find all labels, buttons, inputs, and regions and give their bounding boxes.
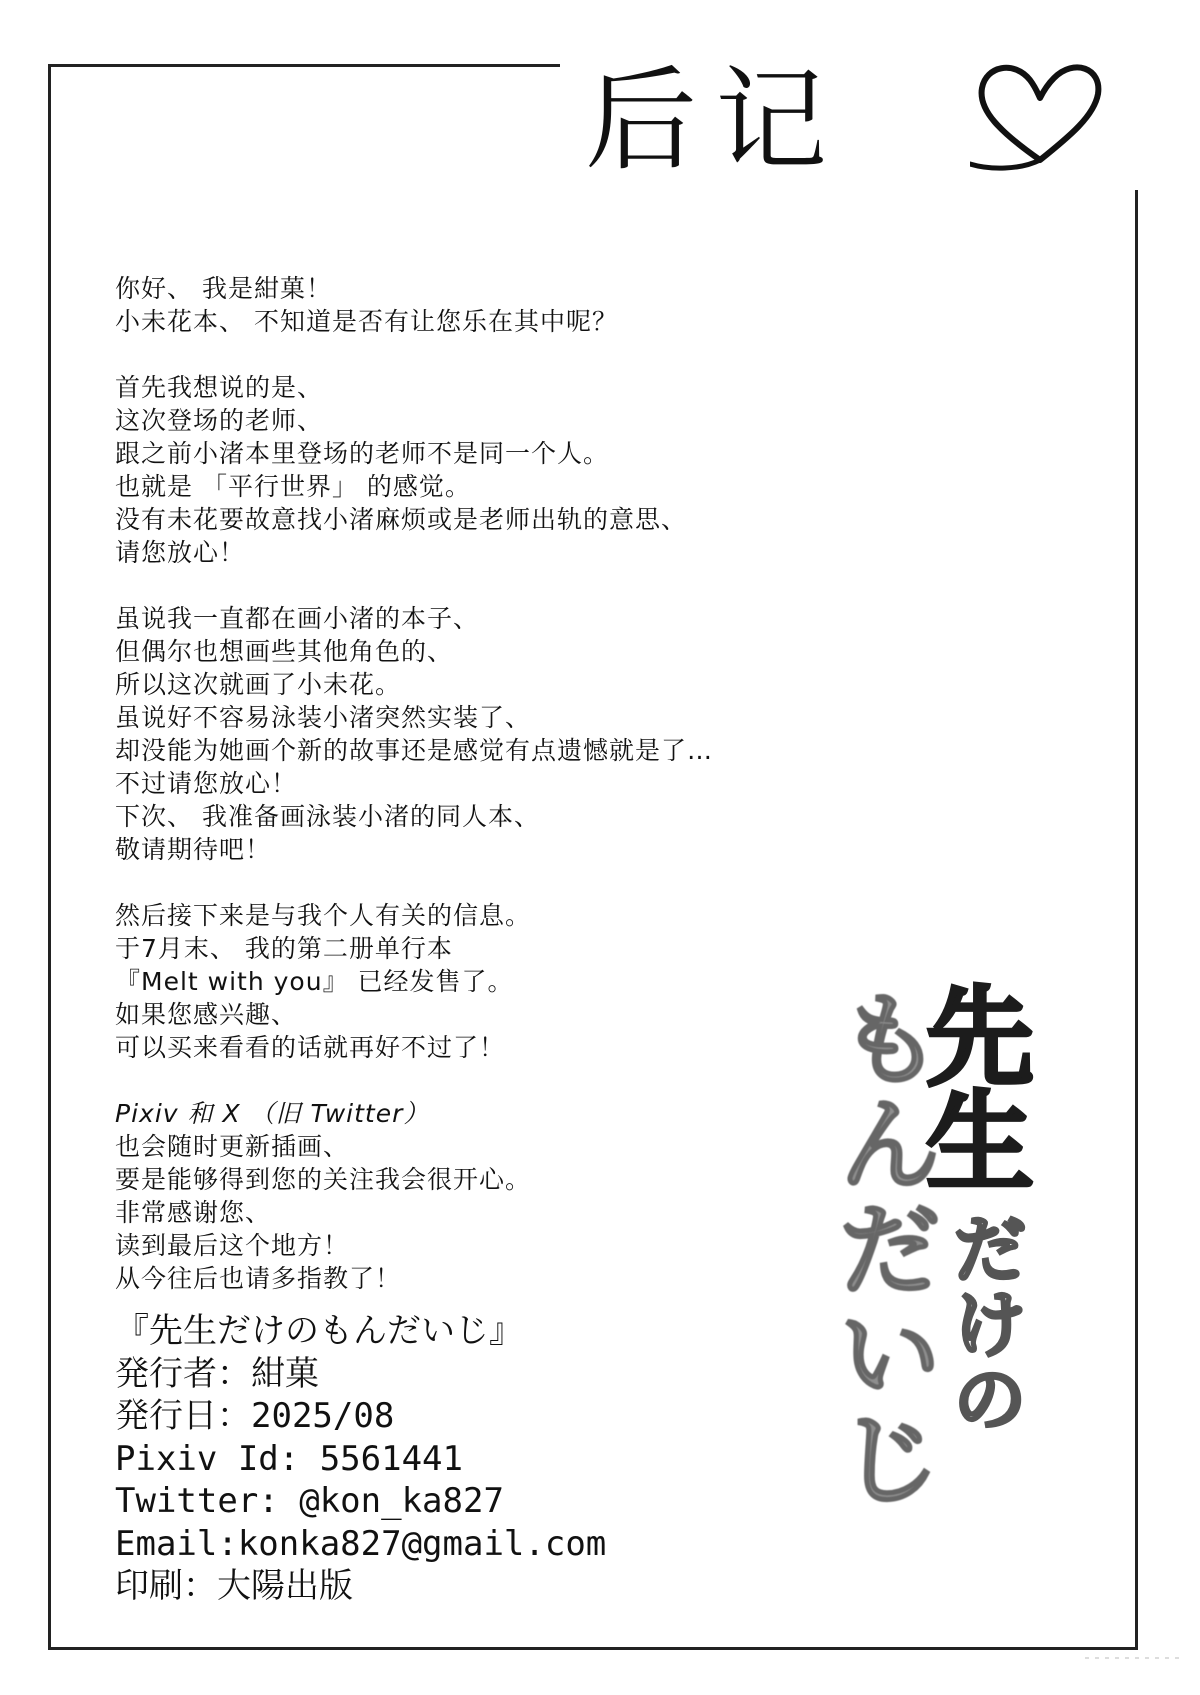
text-line: 却没能为她画个新的故事还是感觉有点遗憾就是了… <box>115 736 714 765</box>
text-line: 也就是 「平行世界」 的感觉。 <box>115 472 471 501</box>
text-line: 跟之前小渚本里登场的老师不是同一个人。 <box>115 439 610 468</box>
text-line: 小未花本、 不知道是否有让您乐在其中呢？ <box>115 307 618 336</box>
text-line: 读到最后这个地方！ <box>115 1231 350 1260</box>
text-line: 如果您感兴趣、 <box>115 1000 298 1029</box>
paragraph-characters <box>115 602 895 866</box>
text-line: 但偶尔也想画些其他角色的、 <box>115 637 454 666</box>
text-line: 这次登场的老师、 <box>115 406 324 435</box>
afterword-body <box>115 272 895 1328</box>
logo-char: の <box>953 1358 1027 1442</box>
heart-icon <box>970 52 1110 172</box>
text-line: 请您放心！ <box>115 538 246 567</box>
paragraph-greeting <box>115 272 895 338</box>
text-line: 下次、 我准备画泳装小渚的同人本、 <box>115 802 540 831</box>
text-line: 要是能够得到您的关注我会很开心。 <box>115 1165 532 1194</box>
logo-char: ん <box>840 1087 940 1204</box>
colophon-printer: 印刷：大陽出版 <box>115 1566 353 1606</box>
logo-char: い <box>840 1297 940 1414</box>
text-line: 所以这次就画了小未花。 <box>115 670 402 699</box>
text-line: 于7月末、 我的第二册单行本 <box>115 934 453 963</box>
logo-char: じ <box>840 1402 940 1519</box>
text-line: 然后接下来是与我个人有关的信息。 <box>115 901 532 930</box>
logo-char: も <box>840 982 940 1099</box>
text-line: 首先我想说的是、 <box>115 373 324 402</box>
logo-char: 先 <box>925 976 1035 1101</box>
text-line: 『Melt with you』 已经发售了。 <box>115 967 514 996</box>
text-line: 你好、 我是紺菓！ <box>115 274 332 303</box>
colophon-book-title: 『先生だけのもんだいじ』 <box>115 1311 523 1351</box>
scan-mark <box>1085 1655 1185 1661</box>
text-line: 可以买来看看的话就再好不过了！ <box>115 1033 506 1062</box>
logo-char: 生 <box>925 1081 1035 1206</box>
text-line: 不过请您放心！ <box>115 769 298 798</box>
book-title-logo <box>830 975 1080 1615</box>
text-line: 从今往后也请多指教了！ <box>115 1264 402 1293</box>
text-line: 没有未花要故意找小渚麻烦或是老师出轨的意思、 <box>115 505 688 534</box>
text-line: 虽说我一直都在画小渚的本子、 <box>115 604 480 633</box>
logo-char: だ <box>953 1208 1027 1292</box>
logo-char: だ <box>840 1192 940 1309</box>
colophon <box>115 1310 815 1608</box>
paragraph-teacher <box>115 371 895 569</box>
text-line: Pixiv 和 X （旧 Twitter） <box>115 1099 430 1128</box>
colophon-publisher: 発行者：紺菓 <box>115 1353 319 1394</box>
text-line: 非常感谢您、 <box>115 1198 272 1227</box>
text-line: 也会随时更新插画、 <box>115 1132 350 1161</box>
paragraph-announcement <box>115 899 895 1064</box>
colophon-email: Email:konka827@gmail.com <box>115 1523 607 1564</box>
text-line: 敬请期待吧！ <box>115 835 272 864</box>
paragraph-thanks <box>115 1097 895 1295</box>
colophon-date: 発行日：2025/08 <box>115 1396 395 1436</box>
logo-char: け <box>953 1283 1027 1367</box>
text-line: 虽说好不容易泳装小渚突然实装了、 <box>115 703 532 732</box>
colophon-pixiv: Pixiv Id: 5561441 <box>115 1438 463 1479</box>
colophon-twitter: Twitter: @kon_ka827 <box>115 1481 504 1521</box>
page-title: 后记 <box>585 56 845 186</box>
